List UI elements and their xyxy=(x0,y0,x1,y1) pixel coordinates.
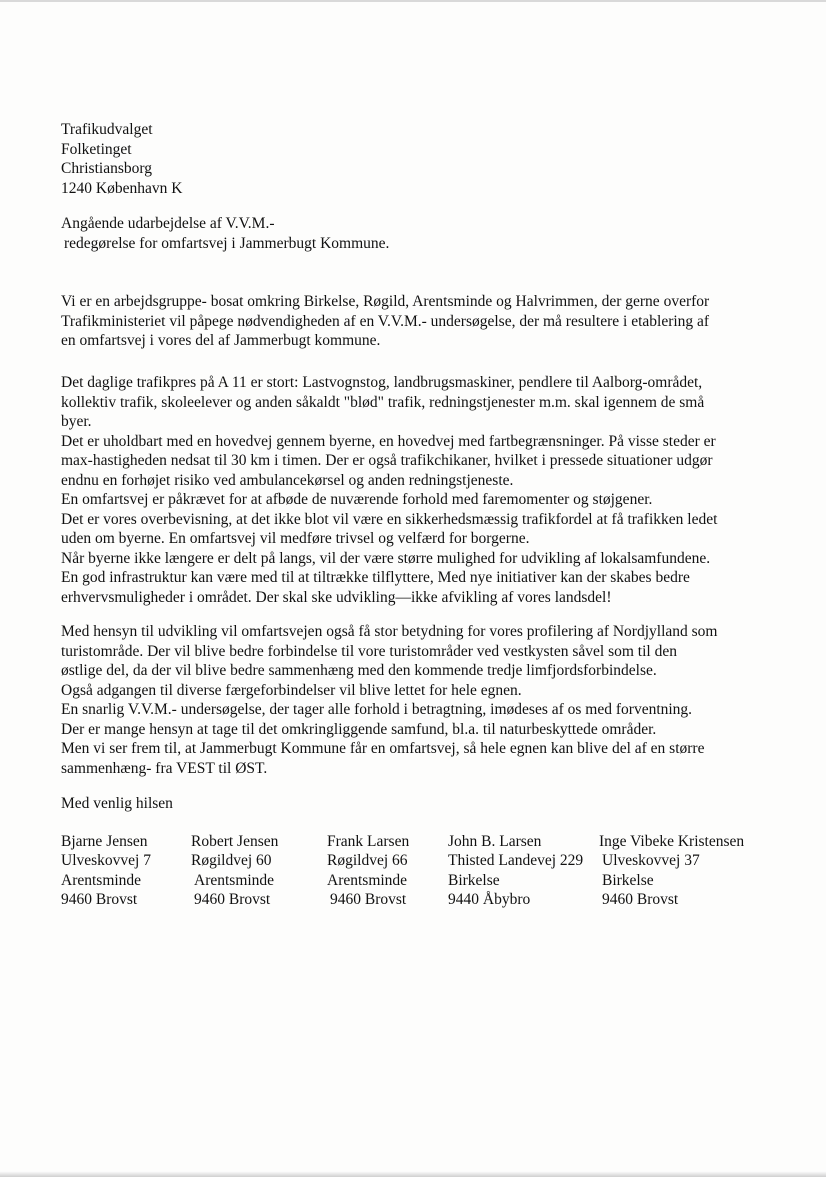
signatory-town: Birkelse xyxy=(448,871,500,889)
text-line: uden om byerne. En omfartsvej vil medføre trivsel og velfærd for borgerne. xyxy=(61,530,530,547)
signatory-street: Ulveskovvej 37 xyxy=(602,852,700,870)
signatory-street: Røgildvej 66 xyxy=(327,852,408,870)
text-line: Det daglige trafikpres på A 11 er stort: Lastvognstog, landbrugsmaskiner, pendlere til Aalborg-området, xyxy=(61,374,703,391)
subject-heading xyxy=(61,214,389,253)
signatory-name: Bjarne Jensen xyxy=(61,833,148,850)
text-line: Trafikministeriet vil påpege nødvendigheden af en V.V.M.- undersøgelse, der må resultere i etablering af xyxy=(61,312,710,330)
recipient-line: Christiansborg xyxy=(61,160,152,177)
signatory-street: Røgildvej 60 xyxy=(191,852,272,870)
text-line: Der er mange hensyn at tage til det omkringliggende samfund, bl.a. til naturbeskyttede områder. xyxy=(61,720,657,738)
signatory-town: Arentsminde xyxy=(61,871,142,889)
recipient-line: Trafikudvalget xyxy=(61,121,153,138)
signatory-postal: 9460 Brovst xyxy=(602,890,679,908)
paragraph-intro xyxy=(61,292,773,351)
text-line: Vi er en arbejdsgruppe- bosat omkring Birkelse, Røgild, Arentsminde og Halvrimmen, der gerne overfor xyxy=(61,293,710,310)
text-line: turistområde. Der vil blive bedre forbindelse til vore turistområder ved vestkysten såvel som til den xyxy=(61,642,677,660)
signatory-postal: 9460 Brovst xyxy=(194,890,271,908)
text-line: Når byerne ikke længere er delt på langs, vil der være større mulighed for udvikling af lokalsamfundene. xyxy=(61,549,711,567)
signatory-name: John B. Larsen xyxy=(448,833,542,850)
signatory-name: Inge Vibeke Kristensen xyxy=(599,833,745,850)
signatory-name: Frank Larsen xyxy=(327,833,410,850)
text-line: endnu en forhøjet risiko ved ambulancekørsel og anden redningstjeneste. xyxy=(61,471,514,489)
text-line: Også adgangen til diverse færgeforbindelser vil blive lettet for hele egnen. xyxy=(61,681,522,699)
signatory-postal: 9440 Åbybro xyxy=(448,890,531,908)
text-line: en omfartsvej i vores del af Jammerbugt kommune. xyxy=(61,332,381,349)
signatory-3 xyxy=(327,832,409,909)
text-line: En snarlig V.V.M.- undersøgelse, der tager alle forhold i betragtning, imødeses af os med forventning. xyxy=(61,701,693,718)
text-line: østlige del, da der vil blive bedre sammenhæng med den kommende tredje limfjordsforbindelse. xyxy=(61,662,657,679)
scan-edge-top xyxy=(0,0,826,2)
text-line: Det er uholdbart med en hovedvej gennem byerne, en hovedvej med fartbegrænsninger. På visse steder er xyxy=(61,432,716,450)
text-line: erhvervsmuligheder i området. Der skal ske udvikling—ikke afvikling af vores landsdel! xyxy=(61,588,612,606)
text-line: kollektiv trafik, skoleelever og anden såkaldt "blød" trafik, redningstjenester m.m. skal igennem de små xyxy=(61,393,705,411)
paragraph-traffic xyxy=(61,373,773,607)
text-line: Med hensyn til udvikling vil omfartsvejen også få stor betydning for vores profilering af Nordjylland som xyxy=(61,623,718,640)
signatory-postal: 9460 Brovst xyxy=(61,890,138,908)
signatory-1 xyxy=(61,832,151,909)
scan-edge-bottom xyxy=(0,1171,826,1177)
closing-greeting: Med venlig hilsen xyxy=(61,795,173,812)
text-line: max-hastigheden nedsat til 30 km i timen. Der er også trafikchikaner, hvilket i pressede situationer udgør xyxy=(61,452,713,469)
text-line: En god infrastruktur kan være med til at tiltrække tilflyttere, Med nye initiativer kan der skabes bedre xyxy=(61,569,690,586)
subject-line-2: redegørelse for omfartsvej i Jammerbugt Kommune. xyxy=(64,234,390,252)
signatory-2 xyxy=(191,832,278,909)
text-line: Men vi ser frem til, at Jammerbugt Kommune får en omfartsvej, så hele egnen kan blive del af en større xyxy=(61,740,705,757)
signatory-name: Robert Jensen xyxy=(191,833,279,850)
signatory-town: Arentsminde xyxy=(327,871,408,889)
paragraph-tourism xyxy=(61,622,773,778)
signatory-street: Thisted Landevej 229 xyxy=(448,852,584,870)
recipient-line: Folketinget xyxy=(61,140,132,158)
signatory-town: Birkelse xyxy=(602,871,654,889)
text-line: En omfartsvej er påkrævet for at afbøde de nuværende forhold med faremomenter og støjgener. xyxy=(61,491,653,508)
signatory-street: Ulveskovvej 7 xyxy=(61,852,151,870)
signatory-postal: 9460 Brovst xyxy=(330,890,407,908)
text-line: sammenhæng- fra VEST til ØST. xyxy=(61,759,268,777)
signatory-town: Arentsminde xyxy=(194,871,275,889)
signatory-4 xyxy=(448,832,583,909)
recipient-line: 1240 København K xyxy=(61,179,183,197)
recipient-address xyxy=(61,120,182,198)
text-line: byer. xyxy=(61,413,92,430)
signatory-5 xyxy=(599,832,744,909)
subject-line-1: Angående udarbejdelse af V.V.M.- xyxy=(61,215,275,232)
text-line: Det er vores overbevisning, at det ikke blot vil være en sikkerhedsmæssig trafikfordel at få trafikken ledet xyxy=(61,510,718,528)
